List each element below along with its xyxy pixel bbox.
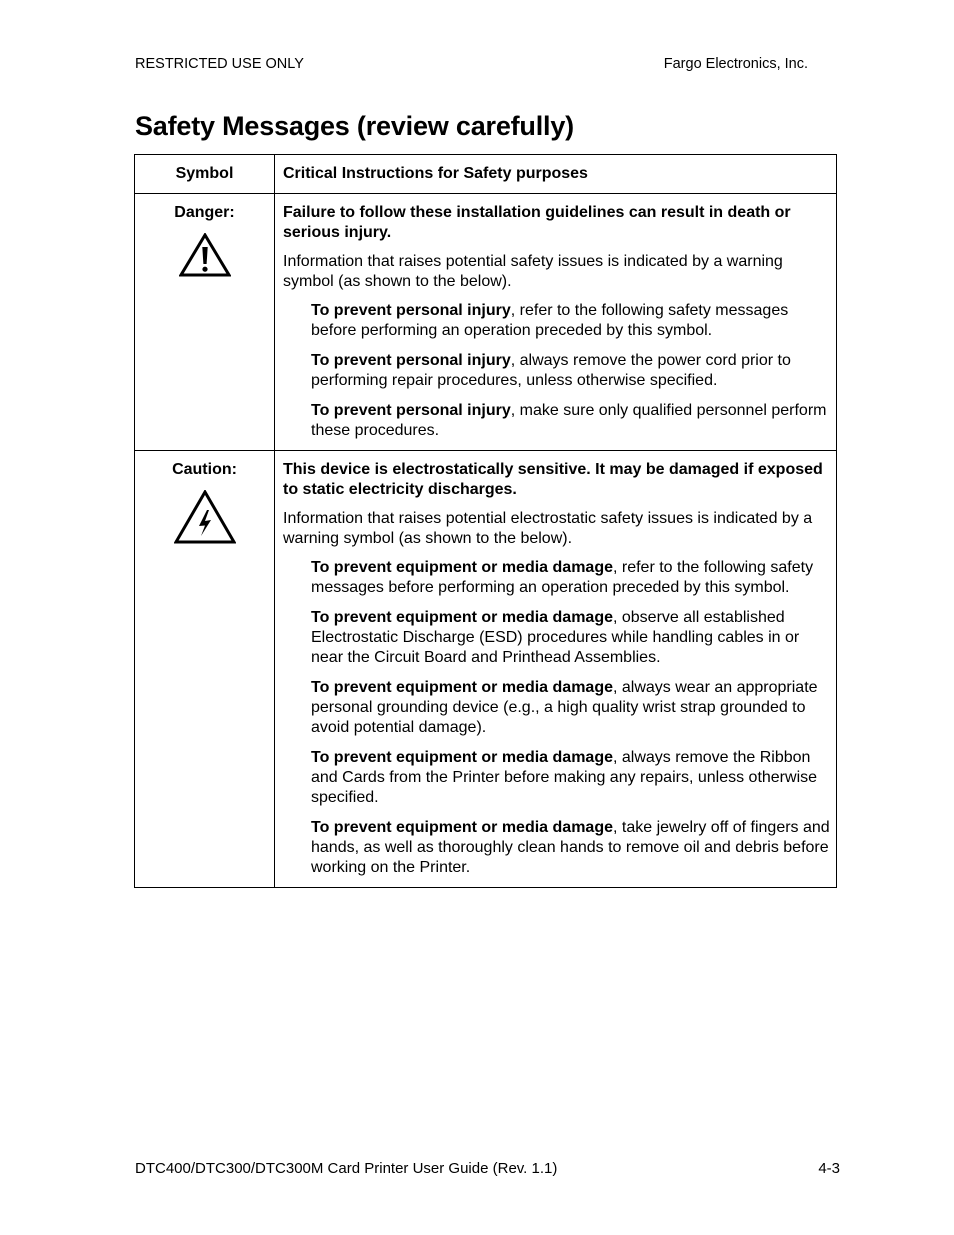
danger-item xyxy=(311,351,830,391)
header-company-name: Fargo Electronics, Inc. xyxy=(663,56,808,72)
danger-label: Danger: xyxy=(174,204,235,221)
danger-item-text: , always remove the power cord prior to performing repair procedures, unless otherwise specified. xyxy=(311,352,791,389)
caution-item xyxy=(311,558,830,598)
footer-guide-title: DTC400/DTC300/DTC300M Card Printer User Guide (Rev. 1.1) xyxy=(135,1160,558,1177)
symbol-column-header: Symbol xyxy=(135,155,275,194)
danger-instructions-cell xyxy=(275,194,837,451)
danger-info: Information that raises potential safety issues is indicated by a warning symbol (as shown to the below). xyxy=(283,253,783,290)
caution-label: Caution: xyxy=(172,461,237,478)
caution-row xyxy=(135,451,837,888)
danger-item-text: , make sure only qualified personnel perform these procedures. xyxy=(311,402,827,439)
caution-item-text: , observe all established Electrostatic Discharge (ESD) procedures while handling cables in or near the Circuit Board and Printhead Assemblies. xyxy=(311,609,800,666)
caution-item xyxy=(311,608,830,668)
caution-item-emphasis: To prevent equipment or media damage xyxy=(311,749,613,766)
instructions-column-header: Critical Instructions for Safety purposes xyxy=(275,155,837,194)
caution-item-emphasis: To prevent equipment or media damage xyxy=(311,609,613,626)
caution-info: Information that raises potential electrostatic safety issues is indicated by a warning symbol (as shown to the below). xyxy=(283,510,813,547)
danger-symbol-cell xyxy=(135,194,275,451)
danger-lead: Failure to follow these installation guidelines can result in death or serious injury. xyxy=(283,204,791,241)
table-header-row xyxy=(135,155,837,194)
caution-item-text: , always remove the Ribbon and Cards from the Printer before making any repairs, unless otherwise specified. xyxy=(311,749,818,806)
caution-item-emphasis: To prevent equipment or media damage xyxy=(311,819,613,836)
caution-item-text: , always wear an appropriate personal grounding device (e.g., a high quality wrist strap grounded to avoid potential damage). xyxy=(311,679,818,736)
page-title: Safety Messages (review carefully) xyxy=(135,111,574,141)
caution-item-text: , refer to the following safety messages before performing an operation preceded by this symbol. xyxy=(311,559,814,596)
safety-messages-table xyxy=(134,154,837,888)
danger-item-text: , refer to the following safety messages before performing an operation preceded by this symbol. xyxy=(311,302,789,339)
caution-item-text: , take jewelry off of fingers and hands, as well as thoroughly clean hands to remove oil and debris before working on the Printer. xyxy=(311,819,830,876)
footer-page-number: 4-3 xyxy=(818,1160,840,1177)
danger-item-emphasis: To prevent personal injury xyxy=(311,352,511,369)
danger-item-emphasis: To prevent personal injury xyxy=(311,302,511,319)
electrostatic-warning-icon xyxy=(174,490,236,544)
caution-symbol-cell xyxy=(135,451,275,888)
caution-lead: This device is electrostatically sensitive. It may be damaged if exposed to static electricity discharges. xyxy=(283,461,823,498)
caution-instructions-cell xyxy=(275,451,837,888)
danger-row xyxy=(135,194,837,451)
danger-item xyxy=(311,401,830,441)
caution-item xyxy=(311,678,830,738)
danger-item-emphasis: To prevent personal injury xyxy=(311,402,511,419)
caution-item-emphasis: To prevent equipment or media damage xyxy=(311,679,613,696)
exclamation-warning-icon xyxy=(179,233,231,277)
caution-item xyxy=(311,818,830,878)
caution-item xyxy=(311,748,830,808)
caution-item-emphasis: To prevent equipment or media damage xyxy=(311,559,613,576)
header-restricted-label: RESTRICTED USE ONLY xyxy=(135,56,304,72)
danger-item xyxy=(311,301,830,341)
